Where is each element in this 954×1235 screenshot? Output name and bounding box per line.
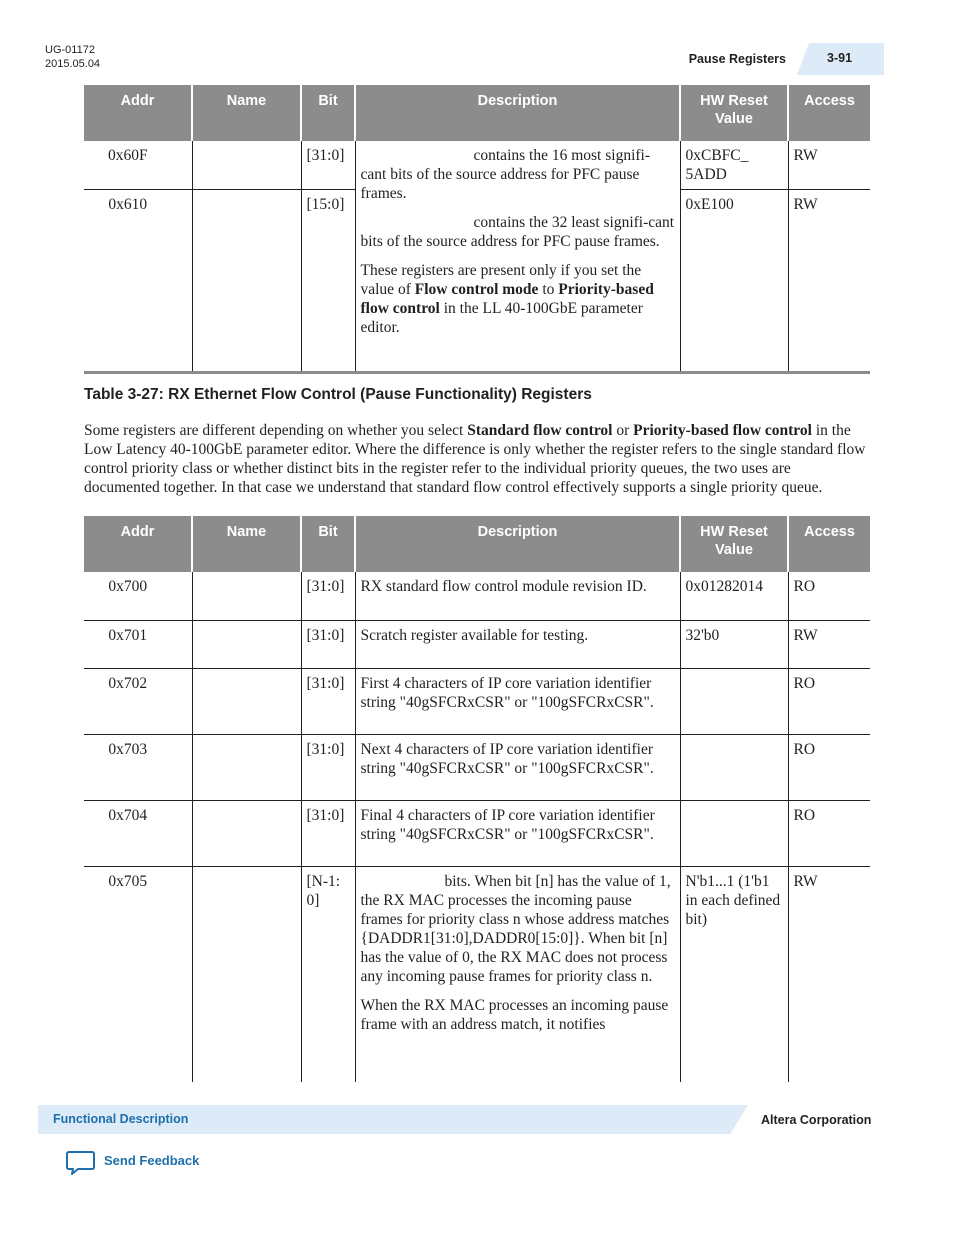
column-header-access: Access xyxy=(788,516,870,572)
table-header-row xyxy=(84,85,870,141)
cell-hw-reset: N'b1...1 (1'b1 in each defined bit) xyxy=(680,866,788,1082)
cell-description: RX standard flow control module revision ID. xyxy=(355,572,680,620)
table-row xyxy=(84,866,870,1082)
cell-addr: 0x700 xyxy=(84,572,192,620)
cell-name xyxy=(192,189,301,371)
cell-hw-reset: 32'b0 xyxy=(680,620,788,668)
cell-access: RW xyxy=(788,189,870,371)
column-header-bit: Bit xyxy=(301,85,355,141)
doc-date: 2015.05.04 xyxy=(45,58,101,70)
cell-addr: 0x702 xyxy=(84,668,192,734)
cell-hw-reset: 0xCBFC_ 5ADD xyxy=(680,141,788,189)
cell-description: First 4 characters of IP core variation identifier string "40gSFCRxCSR" or "100gSFCRxCSR". xyxy=(355,668,680,734)
column-header-addr: Addr xyxy=(84,85,192,141)
send-feedback-link[interactable]: Send Feedback xyxy=(104,1153,200,1168)
rx-flow-control-registers-table xyxy=(84,516,870,1082)
column-header-hw-reset: HW Reset Value xyxy=(680,85,788,141)
column-header-hw-reset: HW Reset Value xyxy=(680,516,788,572)
doc-number: UG-01172 xyxy=(45,44,95,56)
cell-name xyxy=(192,572,301,620)
cell-access: RO xyxy=(788,572,870,620)
description-paragraph: contains the 16 most signifi-cant bits of the source address for PFC pause frames. xyxy=(360,147,651,202)
cell-bit: [31:0] xyxy=(301,668,355,734)
intro-paragraph: Some registers are different depending on whether you select Standard flow control or Priority-based flow control in the Low Latency 40-100GbE parameter editor. Where the difference is only whether the register refers to the single standard flow control priority class or whether distinct bits in the register refer to the individual priority queues, the two uses are documented together. In that case we understand that standard flow control effectively supports a single priority queue. xyxy=(84,422,866,496)
cell-description xyxy=(355,141,680,371)
cell-hw-reset: 0xE100 xyxy=(680,189,788,371)
cell-addr: 0x60F xyxy=(84,141,192,189)
cell-access: RO xyxy=(788,668,870,734)
speech-bubble-icon[interactable] xyxy=(65,1150,96,1182)
pause-registers-table xyxy=(84,85,870,371)
cell-name xyxy=(192,800,301,866)
column-header-description: Description xyxy=(355,516,680,572)
cell-bit: [31:0] xyxy=(301,800,355,866)
cell-addr: 0x703 xyxy=(84,734,192,800)
cell-addr: 0x701 xyxy=(84,620,192,668)
column-header-description: Description xyxy=(355,85,680,141)
description-paragraph: When the RX MAC processes an incoming pause frame with an address match, it notifies xyxy=(360,996,669,1033)
column-header-bit: Bit xyxy=(301,516,355,572)
table-row xyxy=(84,572,870,620)
column-header-name: Name xyxy=(192,85,301,141)
cell-access: RO xyxy=(788,800,870,866)
cell-name xyxy=(192,866,301,1082)
cell-addr: 0x704 xyxy=(84,800,192,866)
cell-description xyxy=(355,866,680,1082)
table-caption: Table 3-27: RX Ethernet Flow Control (Pause Functionality) Registers xyxy=(84,386,592,403)
cell-hw-reset xyxy=(680,800,788,866)
cell-bit: [31:0] xyxy=(301,734,355,800)
cell-bit: [15:0] xyxy=(301,189,355,371)
description-paragraph: bits. When bit [n] has the value of 1, the RX MAC processes the incoming pause frames for priority class n whose address matches {DADDR1[31:0],DADDR0[15:0]}. When bit [n] has the value of 0, the RX MAC does not process any incoming pause frames for priority class n. xyxy=(360,872,671,985)
footer-section-link[interactable]: Functional Description xyxy=(53,1112,189,1126)
cell-access: RO xyxy=(788,734,870,800)
section-title: Pause Registers xyxy=(688,52,786,66)
cell-description: Scratch register available for testing. xyxy=(355,620,680,668)
cell-hw-reset xyxy=(680,668,788,734)
table-row xyxy=(84,141,870,189)
cell-addr: 0x610 xyxy=(108,195,148,213)
document-id xyxy=(45,43,100,71)
cell-addr: 0x705 xyxy=(108,872,148,890)
cell-bit: [31:0] xyxy=(301,620,355,668)
table-header-row xyxy=(84,516,870,572)
cell-description: Next 4 characters of IP core variation identifier string "40gSFCRxCSR" or "100gSFCRxCSR". xyxy=(355,734,680,800)
description-paragraph: These registers are present only if you set the value of Flow control mode to Priority-based flow control in the LL 40-100GbE parameter editor. xyxy=(360,262,654,336)
cell-name xyxy=(192,620,301,668)
column-header-addr: Addr xyxy=(84,516,192,572)
page-number: 3-91 xyxy=(827,51,853,65)
table-row xyxy=(84,734,870,800)
table-bottom-rule xyxy=(84,371,870,374)
cell-bit: [31:0] xyxy=(301,572,355,620)
cell-description: Final 4 characters of IP core variation identifier string "40gSFCRxCSR" or "100gSFCRxCSR". xyxy=(355,800,680,866)
footer-company: Altera Corporation xyxy=(761,1113,872,1127)
column-header-name: Name xyxy=(192,516,301,572)
cell-bit: [N-1:0] xyxy=(301,866,355,1082)
cell-access: RW xyxy=(788,620,870,668)
column-header-access: Access xyxy=(788,85,870,141)
cell-name xyxy=(192,668,301,734)
cell-access: RW xyxy=(788,866,870,1082)
table-row xyxy=(84,800,870,866)
table-row xyxy=(84,620,870,668)
cell-hw-reset xyxy=(680,734,788,800)
description-paragraph: contains the 32 least signifi-cant bits of the source address for PFC pause frames. xyxy=(360,214,675,250)
cell-name xyxy=(192,734,301,800)
cell-access: RW xyxy=(788,141,870,189)
cell-bit: [31:0] xyxy=(301,141,355,189)
cell-name xyxy=(192,141,301,189)
table-row xyxy=(84,668,870,734)
cell-hw-reset: 0x01282014 xyxy=(680,572,788,620)
